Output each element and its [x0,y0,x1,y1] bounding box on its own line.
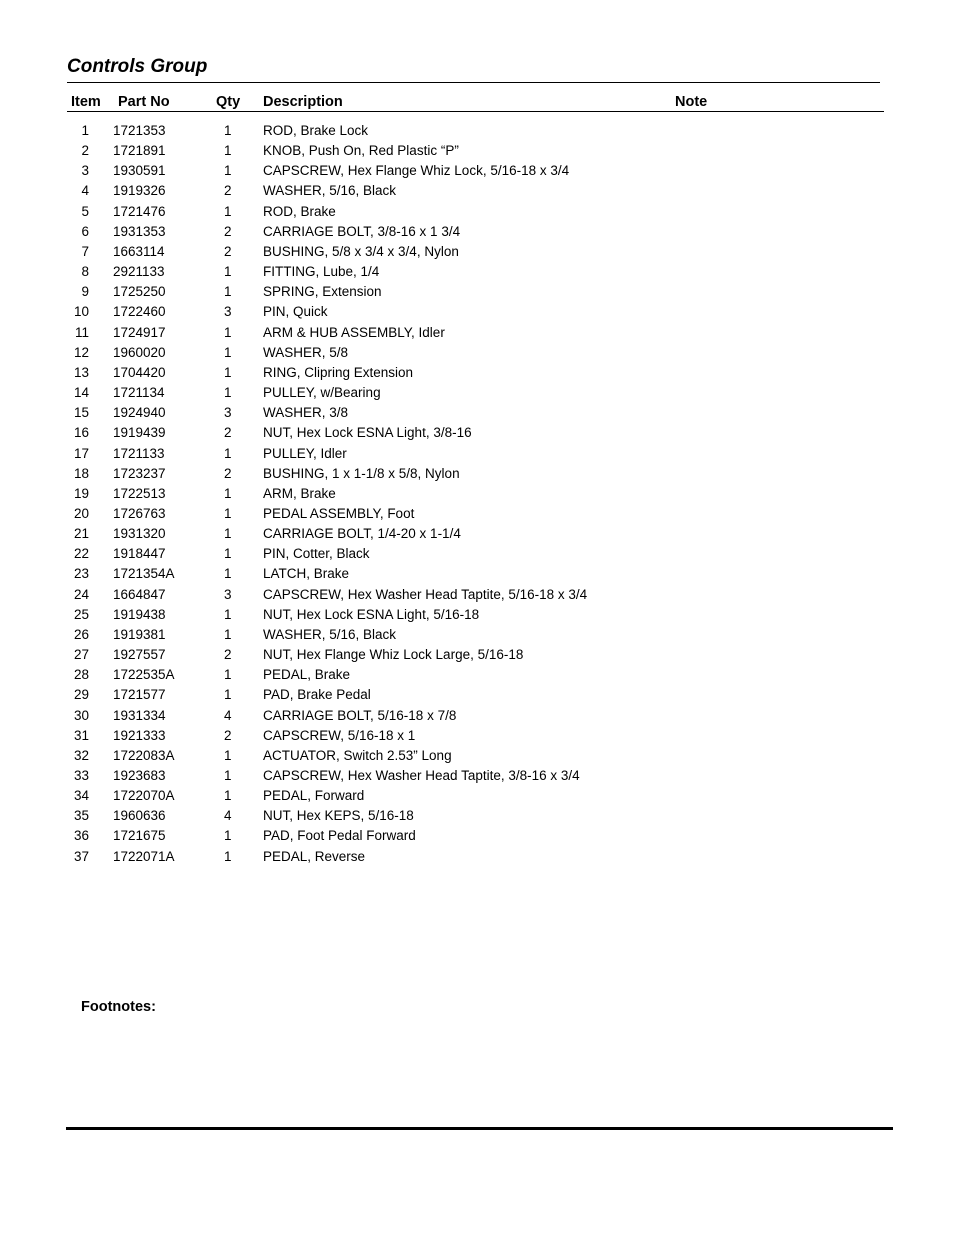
row-part-number: 1704420 [113,364,166,380]
row-description: KNOB, Push On, Red Plastic “P” [263,143,459,159]
row-description: ROD, Brake Lock [263,123,369,138]
page-title: Controls Group [67,56,208,77]
row-description: CAPSCREW, Hex Washer Head Taptite, 5/16-18 x 3/4 [263,586,588,602]
row-description: CARRIAGE BOLT, 3/8-16 x 1 3/4 [263,223,461,239]
row-description: WASHER, 5/16, Black [263,626,397,642]
row-quantity: 1 [224,626,232,642]
row-part-number: 1721891 [113,143,166,159]
row-description: PAD, Brake Pedal [263,687,371,703]
table-row [0,202,954,222]
row-quantity: 3 [224,586,232,602]
row-part-number: 1722535A [113,667,175,683]
row-description: CAPSCREW, Hex Washer Head Taptite, 3/8-16 x 3/4 [263,768,580,783]
table-row [0,464,954,484]
table-row [0,564,954,584]
row-item-number: 3 [81,163,89,179]
row-part-number: 1722513 [113,485,166,501]
row-quantity: 1 [224,566,232,582]
table-row [0,444,954,464]
row-quantity: 2 [224,183,232,199]
table-row [0,524,954,544]
row-item-number: 12 [73,344,89,360]
table-row [0,706,954,726]
row-quantity: 4 [224,707,232,723]
header-qty: Qty [216,94,241,110]
row-quantity: 1 [224,284,232,300]
row-quantity: 1 [224,143,232,159]
row-part-number: 1721476 [113,203,166,219]
row-part-number: 1919438 [113,606,166,622]
row-item-number: 20 [73,505,89,521]
row-quantity: 2 [224,727,232,743]
row-description: BUSHING, 5/8 x 3/4 x 3/4, Nylon [263,243,459,259]
row-part-number: 1919326 [113,183,166,199]
header-part-no: Part No [118,94,170,110]
row-part-number: 1931353 [113,223,166,239]
row-item-number: 33 [73,768,89,783]
row-item-number: 34 [73,788,89,804]
row-part-number: 1726763 [113,505,166,521]
header-item: Item [71,94,101,110]
table-row [0,605,954,625]
table-row [0,222,954,242]
row-description: PIN, Cotter, Black [263,546,370,562]
header-description: Description [263,94,343,110]
row-description: CARRIAGE BOLT, 5/16-18 x 7/8 [263,707,457,723]
row-description: NUT, Hex Lock ESNA Light, 3/8-16 [263,425,472,441]
table-row [0,504,954,524]
row-part-number: 1931320 [113,526,166,542]
row-quantity: 1 [224,848,232,864]
row-description: PEDAL, Brake [263,667,351,683]
row-description: NUT, Hex Lock ESNA Light, 5/16-18 [263,606,480,622]
table-row [0,262,954,282]
row-quantity: 1 [224,445,232,461]
row-part-number: 1918447 [113,546,166,562]
table-row [0,161,954,181]
row-part-number: 1927557 [113,647,166,663]
table-row [0,766,954,786]
table-row [0,141,954,161]
table-row [0,423,954,443]
row-part-number: 1722083A [113,747,175,763]
row-part-number: 1722070A [113,788,175,804]
table-row [0,746,954,766]
row-part-number: 1923683 [113,768,166,783]
row-description: FITTING, Lube, 1/4 [263,264,380,280]
row-part-number: 1721133 [113,445,165,461]
table-row [0,484,954,504]
table-row [0,323,954,343]
row-quantity: 3 [224,405,232,421]
table-row [0,665,954,685]
title-divider [67,82,880,83]
row-item-number: 10 [73,304,89,320]
row-quantity: 1 [224,526,232,542]
header-note: Note [675,94,708,110]
row-quantity: 2 [224,223,232,239]
row-part-number: 1722071A [113,848,175,864]
table-row [0,847,954,867]
row-item-number: 2 [81,143,89,159]
row-item-number: 9 [81,284,89,300]
row-item-number: 18 [73,465,89,481]
row-quantity: 2 [224,425,232,441]
header-divider [67,111,884,112]
row-item-number: 27 [73,647,89,663]
table-row [0,685,954,705]
row-part-number: 1723237 [113,465,166,481]
row-quantity: 1 [224,667,232,683]
row-part-number: 1722460 [113,304,166,320]
bottom-divider [66,1127,893,1130]
row-quantity: 1 [224,485,232,501]
row-description: ROD, Brake [263,203,336,219]
row-description: CAPSCREW, 5/16-18 x 1 [263,727,416,743]
row-item-number: 24 [73,586,89,602]
row-description: PULLEY, Idler [263,445,347,461]
row-description: CAPSCREW, Hex Flange Whiz Lock, 5/16-18 x 3/4 [263,163,570,179]
table-row [0,282,954,302]
table-row [0,826,954,846]
row-part-number: 1664847 [113,586,166,602]
row-quantity: 1 [224,687,232,703]
row-description: LATCH, Brake [263,566,350,582]
row-description: NUT, Hex KEPS, 5/16-18 [263,808,414,824]
row-item-number: 16 [73,425,89,441]
table-row [0,806,954,826]
row-part-number: 1924940 [113,405,166,421]
table-row [0,585,954,605]
row-item-number: 15 [73,405,89,421]
row-item-number: 23 [73,566,89,582]
row-quantity: 1 [224,606,232,622]
row-description: PEDAL, Forward [263,788,365,804]
row-item-number: 5 [81,203,89,219]
row-part-number: 1931334 [113,707,166,723]
row-quantity: 1 [224,344,232,360]
row-quantity: 2 [224,465,232,481]
row-item-number: 1 [81,123,89,138]
table-row [0,645,954,665]
row-part-number: 1921333 [113,727,166,743]
row-quantity: 3 [224,304,232,320]
row-description: ARM & HUB ASSEMBLY, Idler [263,324,445,340]
row-quantity: 1 [224,123,232,138]
row-part-number: 1960020 [113,344,166,360]
row-quantity: 1 [224,264,232,280]
row-item-number: 17 [73,445,89,461]
table-row [0,121,954,141]
row-part-number: 1721134 [113,385,165,401]
row-item-number: 6 [81,223,89,239]
footnotes-label: Footnotes: [81,999,156,1015]
row-part-number: 1919381 [113,626,166,642]
table-row [0,363,954,383]
row-description: ACTUATOR, Switch 2.53” Long [263,747,452,763]
row-description: WASHER, 3/8 [263,405,349,421]
row-part-number: 2921133 [113,264,165,280]
table-row [0,343,954,363]
row-quantity: 1 [224,828,232,844]
table-row [0,403,954,423]
row-item-number: 31 [73,727,89,743]
row-quantity: 1 [224,203,232,219]
row-item-number: 29 [73,687,89,703]
row-part-number: 1721675 [113,828,166,844]
table-row [0,302,954,322]
row-description: RING, Clipring Extension [263,364,414,380]
row-quantity: 1 [224,747,232,763]
row-quantity: 1 [224,324,232,340]
row-description: PIN, Quick [263,304,328,320]
row-item-number: 36 [73,828,89,844]
row-description: BUSHING, 1 x 1-1/8 x 5/8, Nylon [263,465,460,481]
row-description: PAD, Foot Pedal Forward [263,828,416,844]
row-part-number: 1960636 [113,808,166,824]
row-part-number: 1721577 [113,687,166,703]
row-quantity: 1 [224,546,232,562]
row-quantity: 1 [224,364,232,380]
row-part-number: 1930591 [113,163,166,179]
parts-table-body [0,121,954,867]
row-description: ARM, Brake [263,485,336,501]
row-description: CARRIAGE BOLT, 1/4-20 x 1-1/4 [263,526,461,542]
row-description: SPRING, Extension [263,284,382,300]
row-description: PEDAL, Reverse [263,848,366,864]
row-item-number: 35 [73,808,89,824]
row-item-number: 4 [81,183,89,199]
row-quantity: 1 [224,788,232,804]
table-row [0,544,954,564]
row-quantity: 1 [224,385,232,401]
row-part-number: 1919439 [113,425,166,441]
row-item-number: 19 [73,485,89,501]
row-quantity: 2 [224,647,232,663]
row-quantity: 1 [224,505,232,521]
row-item-number: 37 [73,848,89,864]
row-item-number: 32 [73,747,89,763]
row-part-number: 1724917 [113,324,166,340]
row-quantity: 2 [224,243,232,259]
row-item-number: 8 [81,264,89,280]
row-item-number: 14 [73,385,89,401]
row-item-number: 26 [73,626,89,642]
row-description: WASHER, 5/16, Black [263,183,397,199]
row-description: NUT, Hex Flange Whiz Lock Large, 5/16-18 [263,647,524,663]
row-description: PULLEY, w/Bearing [263,385,381,401]
row-quantity: 4 [224,808,232,824]
row-description: PEDAL ASSEMBLY, Foot [263,505,415,521]
row-part-number: 1725250 [113,284,166,300]
table-row [0,726,954,746]
table-row [0,181,954,201]
row-item-number: 30 [73,707,89,723]
table-row [0,786,954,806]
row-item-number: 25 [73,606,89,622]
row-part-number: 1721353 [113,123,166,138]
row-quantity: 1 [224,163,232,179]
row-item-number: 21 [73,526,89,542]
row-description: WASHER, 5/8 [263,344,349,360]
row-item-number: 7 [81,243,89,259]
table-row [0,625,954,645]
table-row [0,242,954,262]
row-part-number: 1663114 [113,243,165,259]
row-part-number: 1721354A [113,566,175,582]
row-item-number: 28 [73,667,89,683]
table-header [0,94,954,112]
row-item-number: 13 [73,364,89,380]
row-item-number: 11 [74,324,89,340]
row-quantity: 1 [224,768,232,783]
row-item-number: 22 [73,546,89,562]
table-row [0,383,954,403]
